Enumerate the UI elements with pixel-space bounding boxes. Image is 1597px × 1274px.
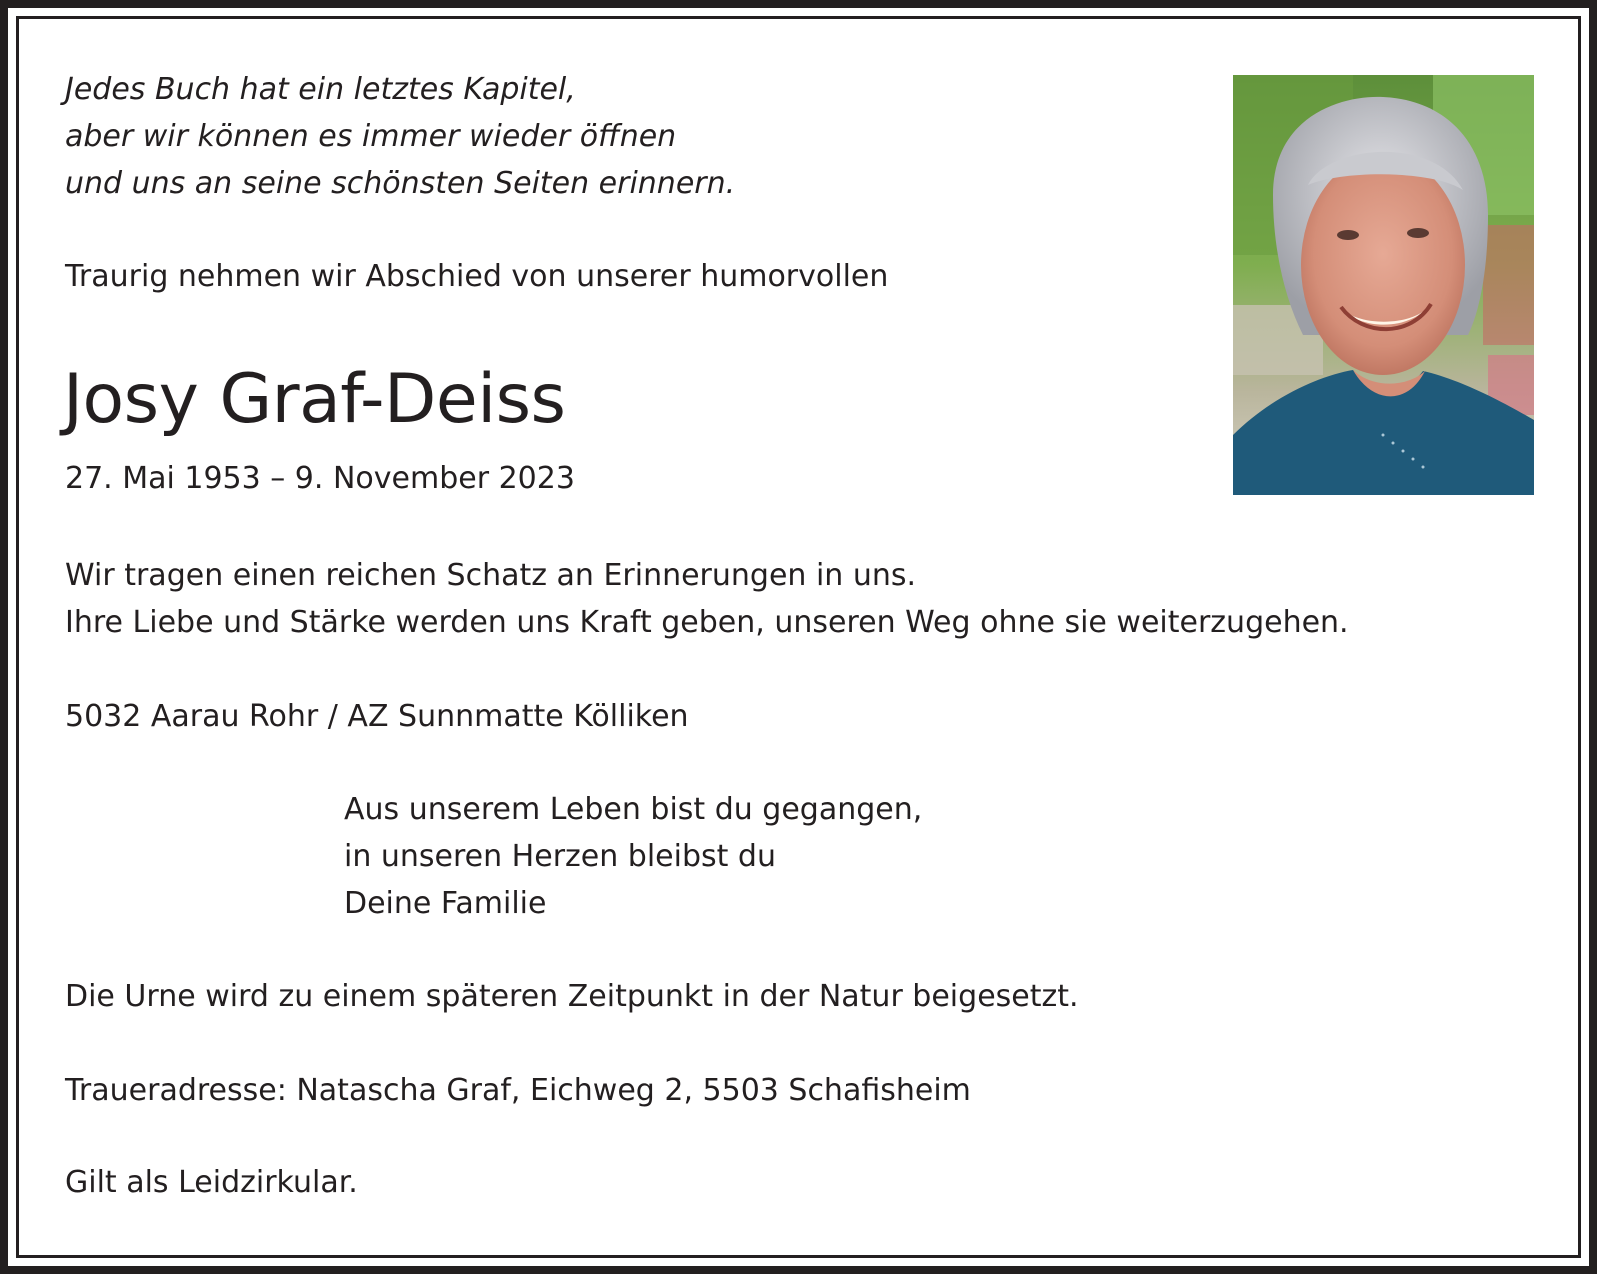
- quote-line-3: und uns an seine schönsten Seiten erinnern.: [65, 166, 736, 201]
- location-text: 5032 Aarau Rohr / AZ Sunnmatte Kölliken: [65, 699, 689, 734]
- circular-note: Gilt als Leidzirkular.: [65, 1165, 358, 1200]
- quote-line-2: aber wir können es immer wieder öffnen: [65, 119, 677, 154]
- deceased-name: Josy Graf-Deiss: [63, 360, 566, 439]
- burial-text: Die Urne wird zu einem späteren Zeitpunkt in der Natur beigesetzt.: [65, 979, 1079, 1014]
- farewell-line-2: in unseren Herzen bleibst du: [344, 839, 776, 874]
- family-signature: Deine Familie: [344, 886, 547, 921]
- farewell-line-1: Aus unserem Leben bist du gegangen,: [344, 792, 923, 827]
- mourning-address: Traueradresse: Natascha Graf, Eichweg 2, 5503 Schafisheim: [65, 1073, 971, 1108]
- portrait-photo: [1233, 75, 1534, 495]
- tribute-line-2: Ihre Liebe und Stärke werden uns Kraft geben, unseren Weg ohne sie weiterzugehen.: [65, 605, 1349, 640]
- intro-text: Traurig nehmen wir Abschied von unserer humorvollen: [65, 259, 889, 294]
- quote-line-1: Jedes Buch hat ein letztes Kapitel,: [65, 72, 576, 107]
- life-dates: 27. Mai 1953 – 9. November 2023: [65, 461, 575, 496]
- tribute-line-1: Wir tragen einen reichen Schatz an Erinnerungen in uns.: [65, 558, 917, 593]
